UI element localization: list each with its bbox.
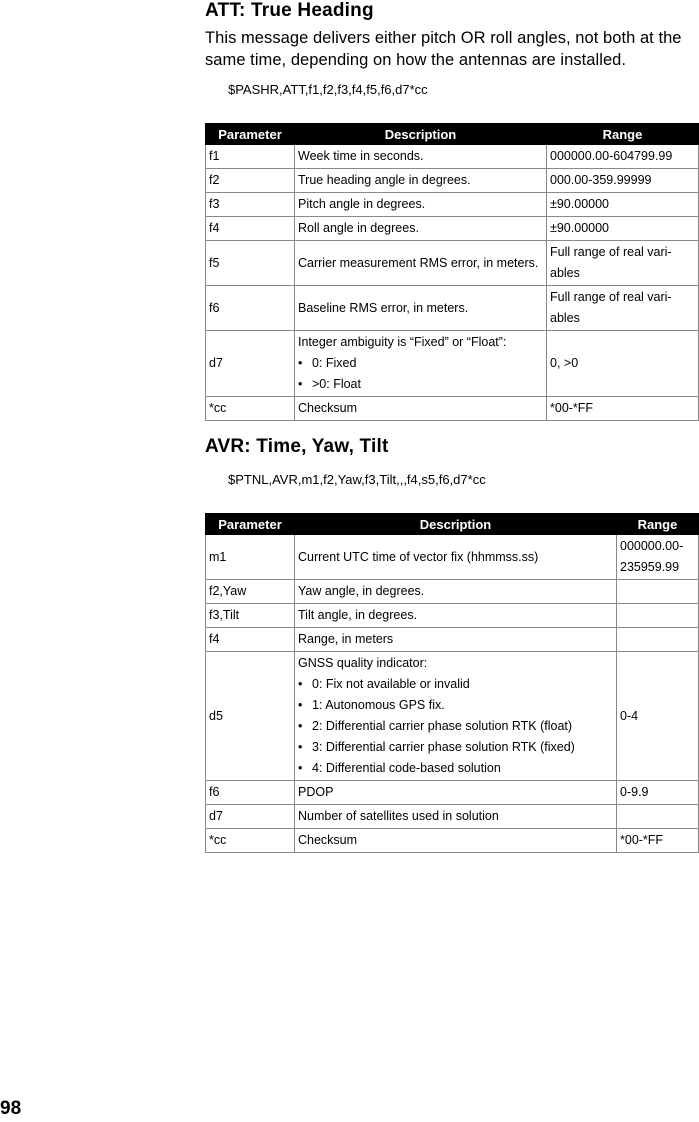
parameter-cell: f6	[206, 781, 295, 805]
parameter-cell: d7	[206, 331, 295, 397]
avr-header-description: Description	[295, 514, 617, 535]
description-cell: Number of satellites used in solution	[295, 805, 617, 829]
description-cell: Roll angle in degrees.	[295, 217, 547, 241]
table-row	[206, 535, 699, 580]
bullet-item: • 2: Differential carrier phase solution RTK (float)	[298, 716, 613, 737]
description-cell: Current UTC time of vector fix (hhmmss.ss)	[295, 535, 617, 580]
att-header-range: Range	[547, 124, 699, 145]
att-table-header-row	[206, 124, 699, 145]
parameter-cell: m1	[206, 535, 295, 580]
description-cell: PDOP	[295, 781, 617, 805]
parameter-cell: f6	[206, 286, 295, 331]
range-cell: 0, >0	[547, 331, 699, 397]
parameter-cell: f2,Yaw	[206, 580, 295, 604]
range-cell: *00-*FF	[547, 397, 699, 421]
att-parameter-table	[205, 123, 699, 421]
table-row	[206, 217, 699, 241]
range-cell: Full range of real vari-ables	[547, 241, 699, 286]
range-cell: 000.00-359.99999	[547, 169, 699, 193]
bullet-item: • >0: Float	[298, 374, 543, 395]
table-row	[206, 145, 699, 169]
table-row	[206, 652, 699, 781]
parameter-cell: f4	[206, 628, 295, 652]
table-row	[206, 604, 699, 628]
bullet-item: • 0: Fixed	[298, 353, 543, 374]
avr-header-parameter: Parameter	[206, 514, 295, 535]
table-row	[206, 829, 699, 853]
table-row	[206, 331, 699, 397]
description-bullet-list	[298, 353, 543, 395]
bullet-item: • 3: Differential carrier phase solution RTK (fixed)	[298, 737, 613, 758]
range-cell: *00-*FF	[617, 829, 699, 853]
range-cell: ±90.00000	[547, 217, 699, 241]
table-row	[206, 169, 699, 193]
description-cell	[295, 652, 617, 781]
parameter-cell: d5	[206, 652, 295, 781]
avr-table-header-row	[206, 514, 699, 535]
range-cell: 000000.00-235959.99	[617, 535, 699, 580]
avr-syntax-line: $PTNL,AVR,m1,f2,Yaw,f3,Tilt,,,f4,s5,f6,d7*cc	[228, 472, 486, 487]
parameter-cell: f3	[206, 193, 295, 217]
range-cell: ±90.00000	[547, 193, 699, 217]
att-header-parameter: Parameter	[206, 124, 295, 145]
table-row	[206, 286, 699, 331]
table-row	[206, 241, 699, 286]
avr-parameter-table	[205, 513, 699, 853]
avr-section-title: AVR: Time, Yaw, Tilt	[205, 436, 389, 457]
table-row	[206, 193, 699, 217]
parameter-cell: f2	[206, 169, 295, 193]
table-row	[206, 628, 699, 652]
table-row	[206, 805, 699, 829]
att-header-description: Description	[295, 124, 547, 145]
description-cell: Tilt angle, in degrees.	[295, 604, 617, 628]
description-cell: Checksum	[295, 397, 547, 421]
description-cell: Baseline RMS error, in meters.	[295, 286, 547, 331]
description-lead: Integer ambiguity is “Fixed” or “Float”:	[298, 335, 507, 349]
parameter-cell: *cc	[206, 829, 295, 853]
parameter-cell: d7	[206, 805, 295, 829]
description-cell: Yaw angle, in degrees.	[295, 580, 617, 604]
description-lead: GNSS quality indicator:	[298, 656, 428, 670]
description-cell: Week time in seconds.	[295, 145, 547, 169]
page-number: 98	[0, 1098, 22, 1119]
description-bullet-list	[298, 674, 613, 779]
bullet-item: • 4: Differential code-based solution	[298, 758, 613, 779]
range-cell: Full range of real vari-ables	[547, 286, 699, 331]
range-cell	[617, 805, 699, 829]
att-section-title: ATT: True Heading	[205, 0, 374, 21]
description-cell: Pitch angle in degrees.	[295, 193, 547, 217]
bullet-item: • 0: Fix not available or invalid	[298, 674, 613, 695]
att-syntax-line: $PASHR,ATT,f1,f2,f3,f4,f5,f6,d7*cc	[228, 82, 428, 97]
description-cell: Carrier measurement RMS error, in meters.	[295, 241, 547, 286]
range-cell: 0-9.9	[617, 781, 699, 805]
description-cell: Range, in meters	[295, 628, 617, 652]
table-row	[206, 580, 699, 604]
avr-header-range: Range	[617, 514, 699, 535]
parameter-cell: f3,Tilt	[206, 604, 295, 628]
range-cell: 0-4	[617, 652, 699, 781]
range-cell	[617, 580, 699, 604]
description-cell	[295, 331, 547, 397]
range-cell	[617, 628, 699, 652]
att-intro-text: This message delivers either pitch OR roll angles, not both at the same time, depending on how the antennas are installed.	[205, 29, 682, 69]
description-cell: Checksum	[295, 829, 617, 853]
bullet-item: • 1: Autonomous GPS fix.	[298, 695, 613, 716]
parameter-cell: f4	[206, 217, 295, 241]
parameter-cell: *cc	[206, 397, 295, 421]
table-row	[206, 781, 699, 805]
range-cell: 000000.00-604799.99	[547, 145, 699, 169]
parameter-cell: f5	[206, 241, 295, 286]
parameter-cell: f1	[206, 145, 295, 169]
description-cell: True heading angle in degrees.	[295, 169, 547, 193]
range-cell	[617, 604, 699, 628]
table-row	[206, 397, 699, 421]
